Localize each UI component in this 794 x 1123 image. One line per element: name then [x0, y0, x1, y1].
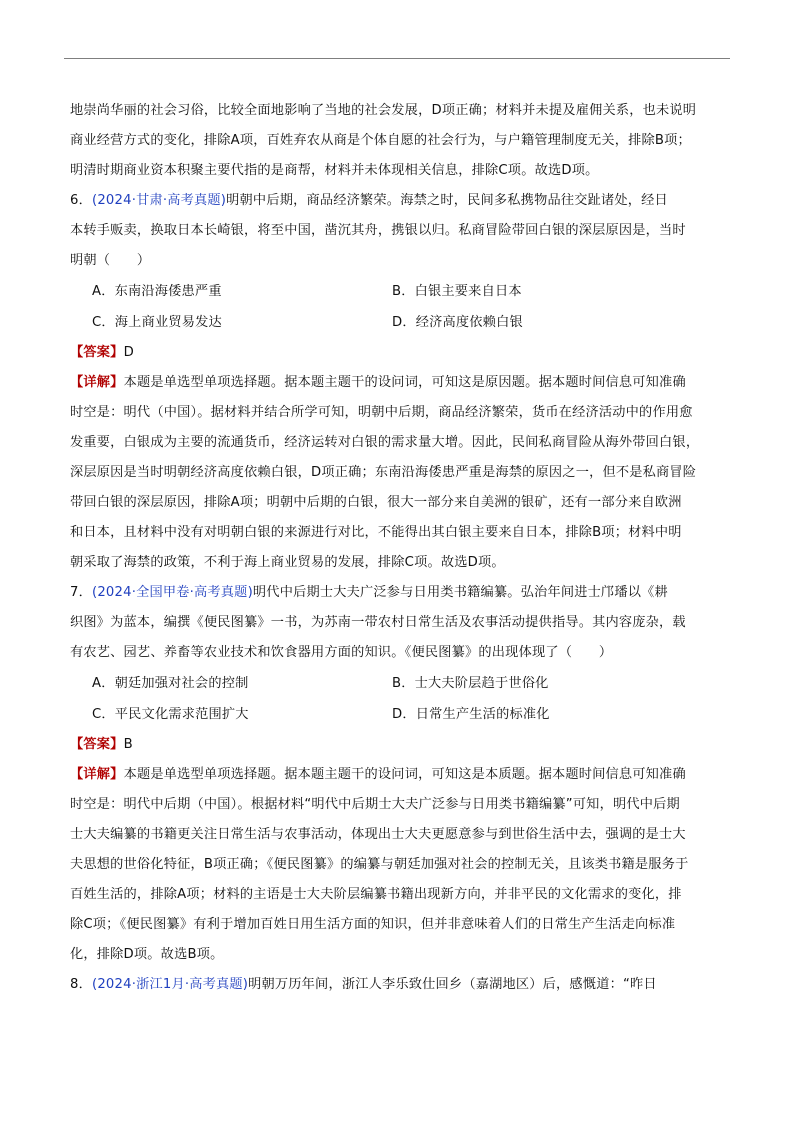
- answer-line: [70, 338, 734, 368]
- detail-7: [70, 760, 734, 970]
- detail-line: 深层原因是当时明朝经济高度依赖白银，D项正确；东南沿海倭患严重是海禁的原因之一，但不是私商冒险: [70, 465, 697, 480]
- question-source: (2024·甘肃·高考真题): [91, 193, 227, 208]
- page-content: [70, 96, 734, 1000]
- detail-6: [70, 368, 734, 578]
- question-stem-line: [70, 578, 734, 608]
- header-rule: [64, 58, 730, 59]
- option-d: D．日常生产生活的标准化: [392, 706, 550, 722]
- detail-line: 夫思想的世俗化特征，B项正确；《便民图纂》的编纂与朝廷加强对社会的控制无关，且该类书籍是服务于: [70, 857, 689, 872]
- detail-line: 除C项；《便民图纂》有利于增加百姓日用生活方面的知识，但并非意味着人们的日常生产生活走向标准: [70, 917, 676, 932]
- option-c: C．海上商业贸易发达: [92, 314, 222, 330]
- detail-line: 时空是：明代（中国）。据材料并结合所学可知，明朝中后期，商品经济繁荣，货币在经济活动中的作用愈: [70, 405, 693, 420]
- text-line: 明清时期商业资本积聚主要代指的是商帮，材料并未体现相关信息，排除C项。故选D项。: [70, 163, 599, 178]
- question-stem: 明朝中后期，商品经济繁荣。海禁之时，民间多私携物品往交趾诸处，经日: [226, 193, 668, 208]
- detail-line: 朝采取了海禁的政策，不利于海上商业贸易的发展，排除C项。故选D项。: [70, 555, 505, 570]
- option-b: B．白银主要来自日本: [392, 283, 522, 299]
- question-stem-line: [70, 186, 734, 216]
- detail-line: [70, 760, 734, 790]
- question-7: [70, 578, 734, 668]
- answer-7: [70, 730, 734, 760]
- question-stem: 明朝万历年间，浙江人李乐致仕回乡（嘉湖地区）后，感慨道：“昨日: [248, 977, 657, 992]
- question-stem-line: 有农艺、园艺、养畜等农业技术和饮食器用方面的知识。《便民图纂》的出现体现了（ ）: [70, 645, 613, 660]
- question-stem-line: 明朝（ ）: [70, 253, 151, 268]
- option-row: [70, 276, 734, 307]
- answer-value: D: [123, 345, 134, 360]
- option-row: [70, 307, 734, 338]
- detail-line: 带回白银的深层原因，排除A项；明朝中后期的白银，很大一部分来自美洲的银矿，还有一部分来自欧洲: [70, 495, 682, 510]
- detail-text: 本题是单选型单项选择题。据本题主题干的设问词，可知这是本质题。据本题时间信息可知准确: [123, 767, 686, 782]
- detail-line: 发重要，白银成为主要的流通货币，经济运转对白银的需求量大增。因此，民间私商冒险从海外带回白银，: [70, 435, 700, 450]
- detail-label: 【详解】: [70, 767, 124, 782]
- question-number: 7．: [70, 585, 92, 600]
- answer-label: 【答案】: [70, 737, 124, 752]
- option-a: A．东南沿海倭患严重: [92, 283, 222, 299]
- answer-label: 【答案】: [70, 345, 124, 360]
- option-a: A．朝廷加强对社会的控制: [92, 675, 249, 691]
- option-row: [70, 668, 734, 699]
- question-stem-line: 织图》为蓝本，编撰《便民图纂》一书，为苏南一带农村日常生活及农事活动提供指导。其内容庞杂，载: [70, 615, 686, 630]
- answer-value: B: [123, 737, 133, 752]
- options-7: [70, 668, 734, 730]
- question-6: [70, 186, 734, 276]
- question-stem: 明代中后期士大夫广泛参与日用类书籍编纂。弘治年间进士邝璠以《耕: [252, 585, 668, 600]
- answer-line: [70, 730, 734, 760]
- question-stem-line: 本转手贩卖，换取日本长崎银，将至中国，凿沉其舟，携银以归。私商冒险带回白银的深层原因是，当时: [70, 223, 686, 238]
- question-stem-line: [70, 970, 734, 1000]
- detail-line: 时空是：明代中后期（中国）。根据材料“明代中后期士大夫广泛参与日用类书籍编纂”可知，明代中后期: [70, 797, 680, 812]
- detail-line: [70, 368, 734, 398]
- detail-label: 【详解】: [70, 375, 124, 390]
- prev-explanation: [70, 96, 734, 186]
- text-line: 商业经营方式的变化，排除A项，百姓弃农从商是个体自愿的社会行为，与户籍管理制度无关，排除B项；: [70, 133, 691, 148]
- detail-line: 百姓生活的，排除A项；材料的主语是士大夫阶层编纂书籍出现新方向，并非平民的文化需求的变化，排: [70, 887, 682, 902]
- option-row: [70, 699, 734, 730]
- option-c: C．平民文化需求范围扩大: [92, 706, 249, 722]
- answer-6: [70, 338, 734, 368]
- question-8: [70, 970, 734, 1000]
- question-number: 6．: [70, 193, 92, 208]
- detail-text: 本题是单选型单项选择题。据本题主题干的设问词，可知这是原因题。据本题时间信息可知准确: [123, 375, 686, 390]
- question-number: 8．: [70, 977, 92, 992]
- question-source: (2024·浙江1月·高考真题): [91, 977, 249, 992]
- options-6: [70, 276, 734, 338]
- text-line: 地崇尚华丽的社会习俗，比较全面地影响了当地的社会发展，D项正确；材料并未提及雇佣关系，也未说明: [70, 103, 697, 118]
- detail-line: 化，排除D项。故选B项。: [70, 947, 224, 962]
- option-d: D．经济高度依赖白银: [392, 314, 523, 330]
- detail-line: 和日本，且材料中没有对明朝白银的来源进行对比，不能得出其白银主要来自日本，排除B项；材料中明: [70, 525, 682, 540]
- detail-line: 士大夫编纂的书籍更关注日常生活与农事活动，体现出士大夫更愿意参与到世俗生活中去，强调的是士大: [70, 827, 686, 842]
- option-b: B．士大夫阶层趋于世俗化: [392, 675, 549, 691]
- question-source: (2024·全国甲卷·高考真题): [91, 585, 253, 600]
